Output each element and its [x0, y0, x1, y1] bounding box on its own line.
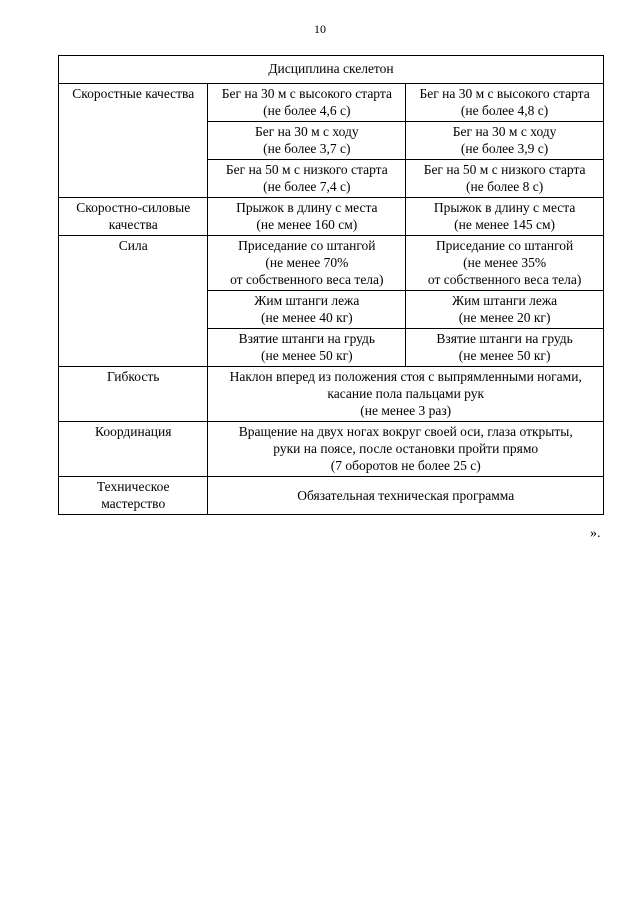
norm-value: (не менее 50 кг): [260, 348, 353, 363]
norm-value: (не более 3,9 с): [460, 141, 549, 156]
norm-value: (не более 3,7 с): [263, 141, 351, 156]
norm-value: (не менее 145 см): [454, 217, 556, 232]
norm-cell: [208, 122, 406, 160]
table-row: [59, 198, 604, 236]
norm-cell: [406, 329, 604, 367]
norm-cell: [406, 160, 604, 198]
norm-cell: [208, 236, 406, 291]
norm-value: (7 оборотов не более 25 с): [330, 458, 481, 473]
norm-cell: [406, 198, 604, 236]
norm-name: Приседание со штангой: [435, 238, 574, 253]
category-technique: [59, 477, 208, 515]
norm-cell: [406, 84, 604, 122]
category-strength: Сила: [59, 236, 208, 367]
norm-value: (не более 4,8 с): [460, 103, 549, 118]
norm-cell-merged: [208, 422, 604, 477]
norms-table: [58, 55, 604, 515]
norm-name: касание пола пальцами рук: [327, 386, 485, 401]
norm-name: руки на поясе, после остановки пройти прямо: [273, 441, 539, 456]
table-row: [59, 84, 604, 122]
norm-name: Взятие штанги на грудь: [238, 331, 376, 346]
norm-cell: [406, 291, 604, 329]
norm-value: (не более 7,4 с): [263, 179, 351, 194]
norm-value: от собственного веса тела): [427, 272, 582, 287]
norm-name: Бег на 50 м с низкого старта: [423, 162, 586, 177]
norm-value: (не менее 160 см): [256, 217, 358, 232]
norm-name: Бег на 30 м с высокого старта: [221, 86, 392, 101]
norm-name: Наклон вперед из положения стоя с выпрямленными ногами,: [229, 369, 582, 384]
norm-name: Прыжок в длину с места: [236, 200, 378, 215]
category-line: мастерство: [101, 496, 166, 511]
norm-value: (не более 8 с): [465, 179, 544, 194]
norm-value: (не менее 50 кг): [458, 348, 551, 363]
norm-value: (не менее 35%: [463, 255, 547, 270]
table-row: [59, 236, 604, 291]
table-row: [59, 477, 604, 515]
norm-value: от собственного веса тела): [230, 272, 384, 287]
norm-cell: [406, 236, 604, 291]
norm-value: (не менее 3 раз): [360, 403, 452, 418]
norm-name: Бег на 30 м с ходу: [452, 124, 557, 139]
norm-cell: [208, 291, 406, 329]
norm-name: Прыжок в длину с места: [433, 200, 576, 215]
category-speed: Скоростные качества: [59, 84, 208, 198]
norm-name: Приседание со штангой: [238, 238, 376, 253]
norm-name: Бег на 30 м с высокого старта: [419, 86, 590, 101]
norm-name: Жим штанги лежа: [452, 293, 558, 308]
norm-name: Взятие штанги на грудь: [436, 331, 573, 346]
norm-name: Вращение на двух ногах вокруг своей оси, глаза открыты,: [238, 424, 573, 439]
norm-value: (не менее 20 кг): [458, 310, 551, 325]
table-title-row: [59, 56, 604, 84]
category-speed-strength: [59, 198, 208, 236]
norm-cell-merged: Обязательная техническая программа: [208, 477, 604, 515]
norm-cell: [208, 329, 406, 367]
table-row: [59, 367, 604, 422]
closing-quote-mark: ».: [590, 526, 601, 541]
table-row: [59, 422, 604, 477]
norm-name: Бег на 50 м с низкого старта: [225, 162, 388, 177]
norm-cell: [208, 160, 406, 198]
category-line: качества: [108, 217, 158, 232]
norm-name: Жим штанги лежа: [254, 293, 360, 308]
norm-value: (не более 4,6 с): [263, 103, 351, 118]
norm-cell: [208, 198, 406, 236]
discipline-title: Дисциплина скелетон: [59, 56, 604, 84]
page-number: 10: [314, 22, 326, 36]
category-flexibility: Гибкость: [59, 367, 208, 422]
norm-name: Бег на 30 м с ходу: [255, 124, 359, 139]
category-line: Техническое: [96, 479, 170, 494]
category-line: Скоростно-силовые: [76, 200, 191, 215]
norm-value: (не менее 40 кг): [260, 310, 353, 325]
category-coordination: Координация: [59, 422, 208, 477]
norm-cell: [208, 84, 406, 122]
norm-cell-merged: [208, 367, 604, 422]
norm-cell: [406, 122, 604, 160]
norm-value: (не менее 70%: [265, 255, 349, 270]
